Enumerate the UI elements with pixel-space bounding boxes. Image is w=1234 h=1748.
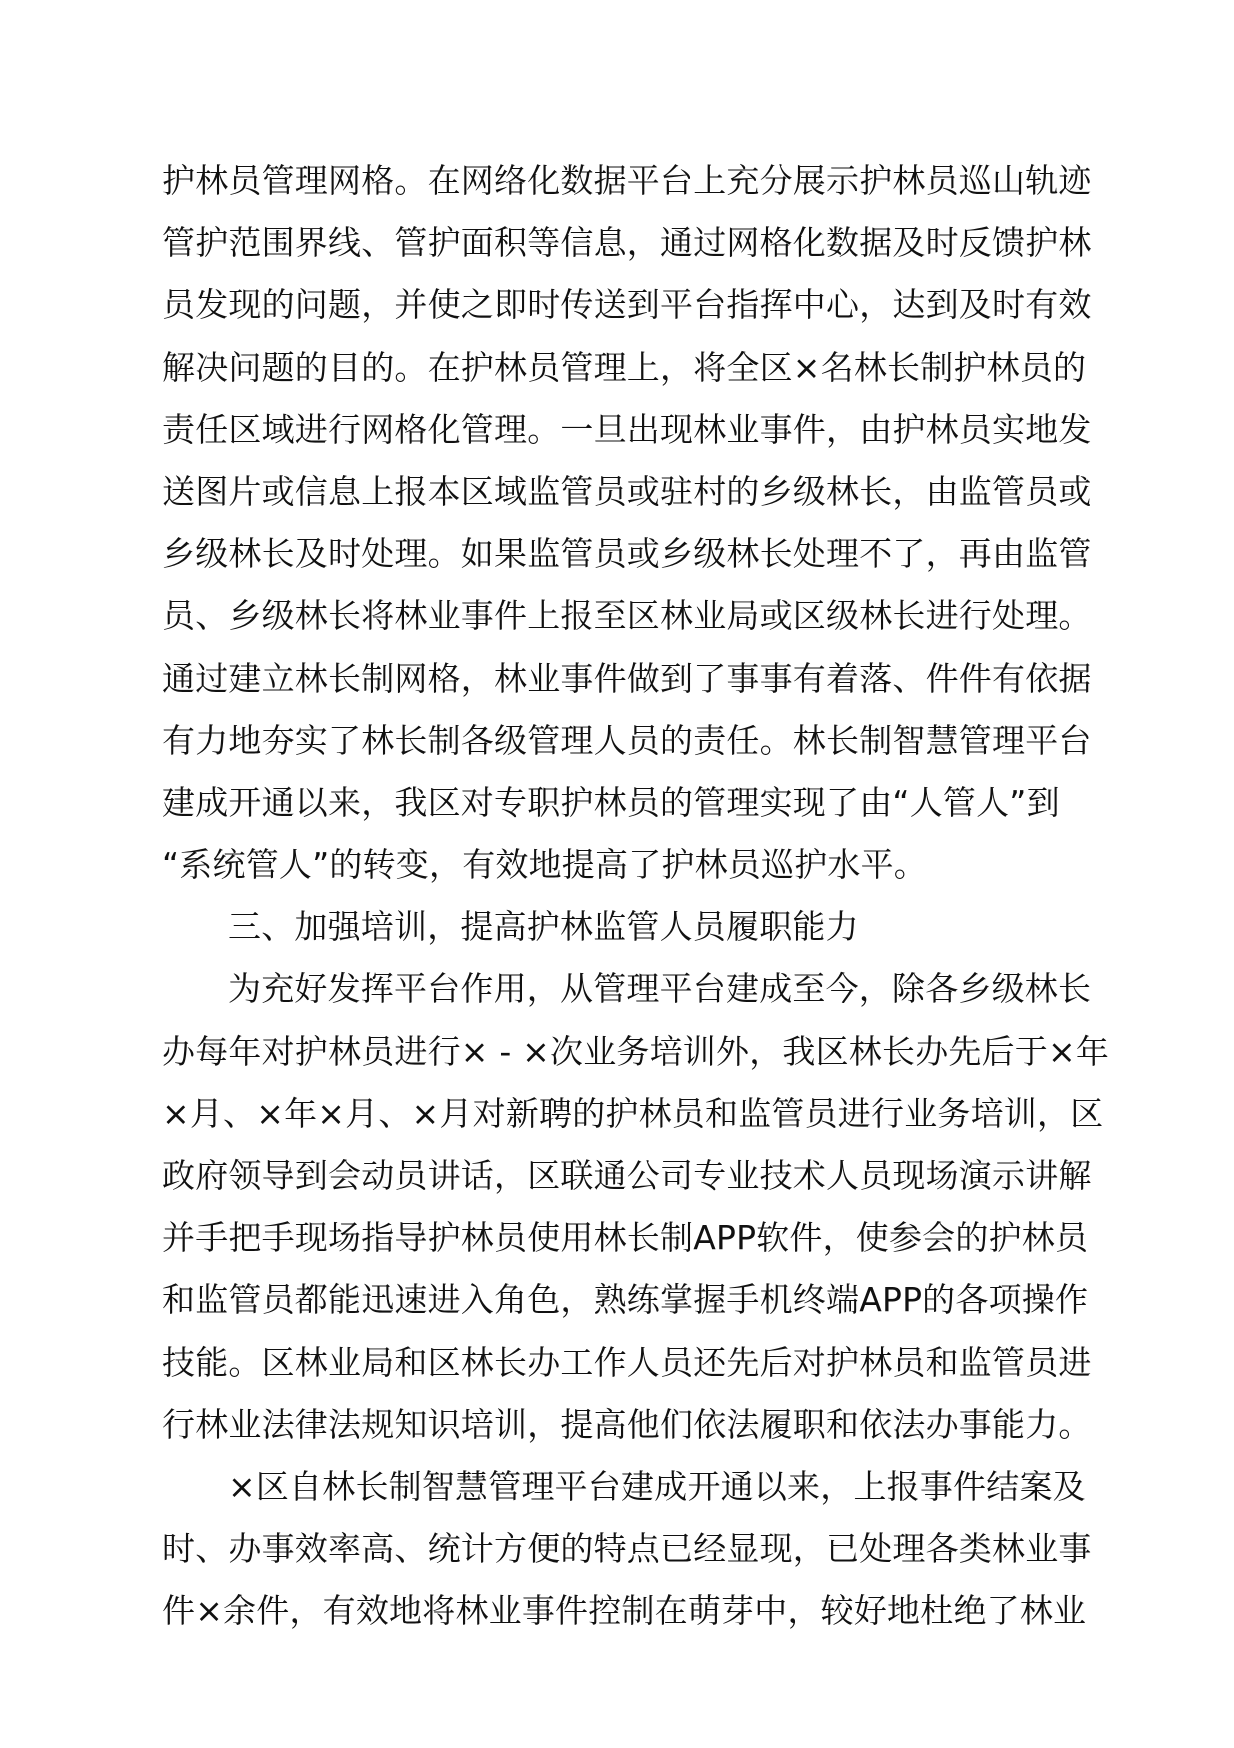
paragraph-line: 技能。区林业局和区林长办工作人员还先后对护林员和监管员进 (162, 1342, 1092, 1382)
paragraph-line: 为充好发挥平台作用，从管理平台建成至今，除各乡级林长 (228, 969, 1092, 1009)
section-heading: 三、加强培训，提高护林监管人员履职能力 (228, 907, 859, 947)
paragraph-line: 行林业法律法规知识培训，提高他们依法履职和依法办事能力。 (162, 1404, 1092, 1444)
paragraph-line: 责任区域进行网格化管理。一旦出现林业事件，由护林员实地发 (162, 409, 1092, 449)
paragraph-line: 建成开通以来，我区对专职护林员的管理实现了由“人管人”到 (162, 782, 1060, 822)
paragraph-line: 通过建立林长制网格，林业事件做到了事事有着落、件件有依据 (162, 658, 1092, 698)
paragraph-1 (162, 150, 1102, 896)
paragraph-line: 和监管员都能迅速进入角色，熟练掌握手机终端APP的各项操作 (162, 1280, 1089, 1320)
paragraph-line: 有力地夯实了林长制各级管理人员的责任。林长制智慧管理平台 (162, 720, 1092, 760)
paragraph-line: ×月、×年×月、×月对新聘的护林员和监管员进行业务培训，区 (162, 1093, 1104, 1133)
paragraph-line: 员发现的问题，并使之即时传送到平台指挥中心，达到及时有效 (162, 285, 1092, 325)
paragraph-line: 护林员管理网格。在网络化数据平台上充分展示护林员巡山轨迹 (162, 161, 1092, 200)
paragraph-3 (162, 1456, 1102, 1643)
paragraph-line: 时、办事效率高、统计方便的特点已经显现，已处理各类林业事 (162, 1529, 1092, 1569)
paragraph-line: 办每年对护林员进行× - ×次业务培训外，我区林长办先后于×年 (162, 1031, 1110, 1071)
paragraph-2 (162, 958, 1110, 1456)
paragraph-line: 件×余件，有效地将林业事件控制在萌芽中，较好地杜绝了林业 (162, 1591, 1087, 1631)
document-body (162, 150, 1110, 1643)
paragraph-line: 政府领导到会动员讲话，区联通公司专业技术人员现场演示讲解 (162, 1156, 1092, 1195)
paragraph-line: 并手把手现场指导护林员使用林长制APP软件，使参会的护林员 (162, 1218, 1089, 1258)
paragraph-line: 乡级林长及时处理。如果监管员或乡级林长处理不了，再由监管 (162, 534, 1092, 574)
paragraph-line: “系统管人”的转变，有效地提高了护林员巡护水平。 (162, 845, 927, 885)
paragraph-line: 管护范围界线、管护面积等信息，通过网格化数据及时反馈护林 (162, 223, 1092, 263)
paragraph-line: ×区自林长制智慧管理平台建成开通以来，上报事件结案及 (228, 1466, 1086, 1506)
paragraph-line: 解决问题的目的。在护林员管理上，将全区×名林长制护林员的 (162, 347, 1087, 387)
paragraph-line: 员、乡级林长将林业事件上报至区林业局或区级林长进行处理。 (162, 596, 1092, 636)
paragraph-line: 送图片或信息上报本区域监管员或驻村的乡级林长，由监管员或 (162, 471, 1092, 511)
